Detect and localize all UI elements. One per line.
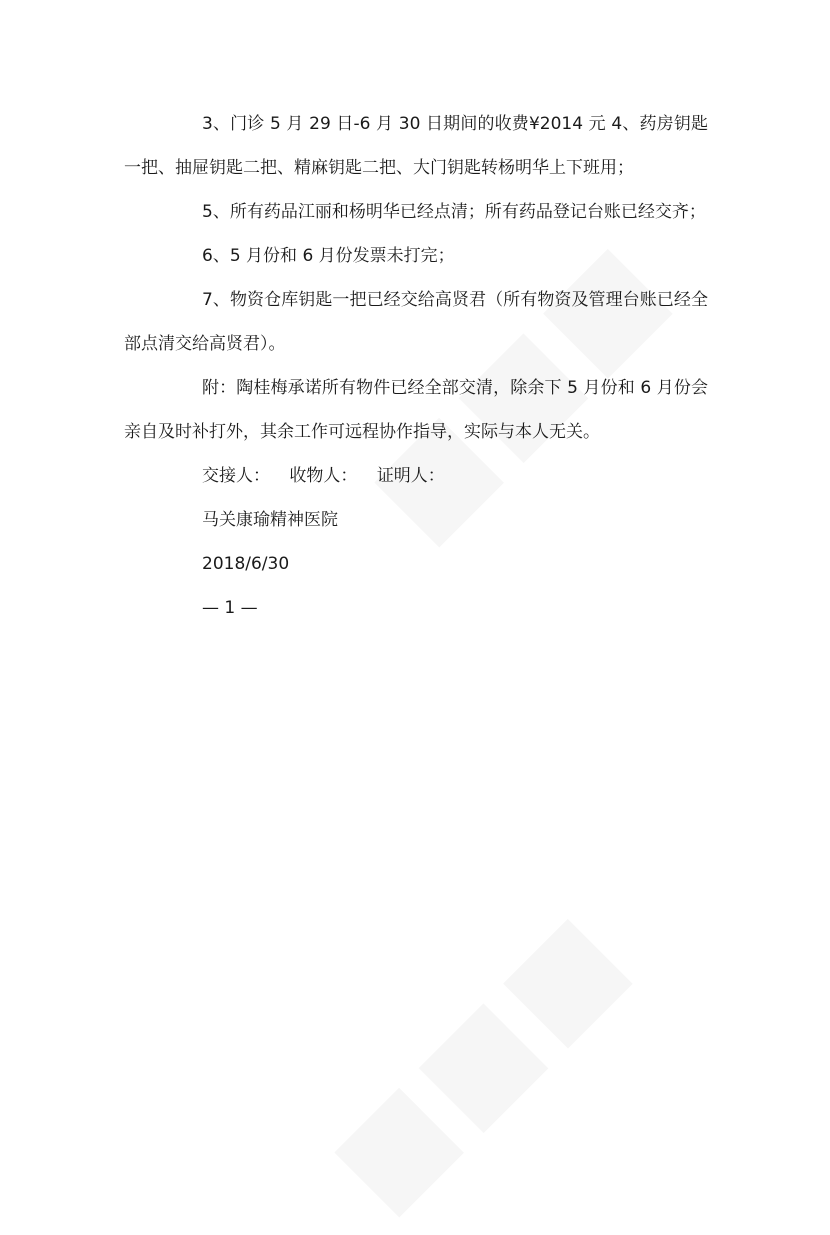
watermark <box>303 884 655 1235</box>
receiver-label: 收物人： <box>289 466 358 486</box>
witness-label: 证明人： <box>376 466 445 486</box>
page-number: — 1 — <box>202 598 258 618</box>
paragraph-item-7: 7、物资仓库钥匙一把已经交给高贤君（所有物资及管理台账已经全部点清交给高贤君）。 <box>124 290 708 354</box>
paragraph-item-3: 3、门诊 5 月 29 日-6 月 30 日期间的收费¥2014 元 4、药房钥匙一把、抽屉钥匙二把、精麻钥匙二把、大门钥匙转杨明华上下班用； <box>124 114 708 178</box>
signature-row <box>124 454 708 498</box>
handover-label: 交接人： <box>202 466 270 486</box>
organization-name: 马关康瑜精神医院 <box>202 510 338 530</box>
paragraph-appendix: 附：陶桂梅承诺所有物件已经全部交清，除余下 5 月份和 6 月份会亲自及时补打外，其余工作可远程协作指导，实际与本人无关。 <box>124 378 708 442</box>
paragraph-item-5: 5、所有药品江丽和杨明华已经点清；所有药品登记台账已经交齐； <box>202 202 706 222</box>
document-date: 2018/6/30 <box>202 554 290 574</box>
document-body <box>124 102 708 630</box>
paragraph-item-6: 6、5 月份和 6 月份发票未打完； <box>202 246 455 266</box>
